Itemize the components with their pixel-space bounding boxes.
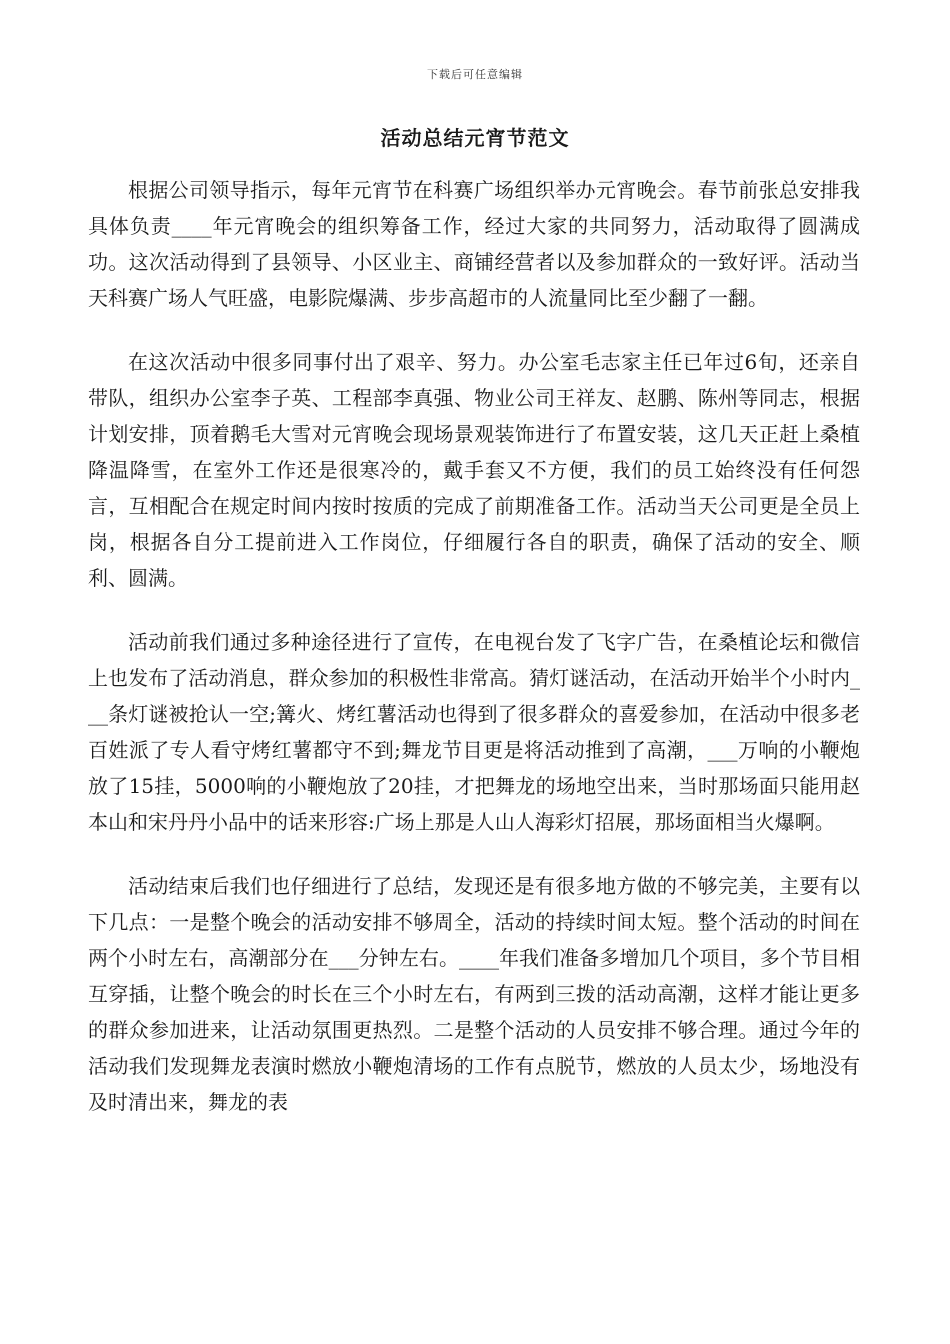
paragraph-4: 活动结束后我们也仔细进行了总结，发现还是有很多地方做的不够完美，主要有以下几点：一是整个晚会的活动安排不够周全，活动的持续时间太短。整个活动的时间在两个小时左右，高潮部分在___分钟左右。____年我们准备多增加几个项目，多个节目相互穿插，让整个晚会的时长在三个小时左右，有两到三拨的活动高潮，这样才能让更多的群众参加进来，让活动氛围更热烈。二是整个活动的人员安排不够合理。通过今年的活动我们发现舞龙表演时燃放小鞭炮清场的工作有点脱节，燃放的人员太少，场地没有及时清出来，舞龙的表	[88, 874, 860, 1114]
document-title: 活动总结元宵节范文	[380, 126, 570, 150]
header-note: 下载后可任意编辑	[427, 68, 523, 81]
paragraph-2: 在这次活动中很多同事付出了艰辛、努力。办公室毛志家主任已年过6旬，还亲自带队，组织办公室李子英、工程部李真强、物业公司王祥友、赵鹏、陈州等同志，根据计划安排，顶着鹅毛大雪对元宵晚会现场景观装饰进行了布置安装，这几天正赶上桑植降温降雪，在室外工作还是很寒冷的，戴手套又不方便，我们的员工始终没有任何怨言，互相配合在规定时间内按时按质的完成了前期准备工作。活动当天公司更是全员上岗，根据各自分工提前进入工作岗位，仔细履行各自的职责，确保了活动的安全、顺利、圆满。	[88, 350, 860, 590]
document-body	[88, 172, 860, 1148]
paragraph-3: 活动前我们通过多种途径进行了宣传，在电视台发了飞字广告，在桑植论坛和微信上也发布了活动消息，群众参加的积极性非常高。猜灯谜活动，在活动开始半个小时内___条灯谜被抢认一空;篝火、烤红薯活动也得到了很多群众的喜爱参加，在活动中很多老百姓派了专人看守烤红薯都守不到;舞龙节目更是将活动推到了高潮，___万响的小鞭炮放了15挂，5000响的小鞭炮放了20挂，才把舞龙的场地空出来，当时那场面只能用赵本山和宋丹丹小品中的话来形容:广场上那是人山人海彩灯招展，那场面相当火爆啊。	[88, 630, 860, 834]
paragraph-1: 根据公司领导指示，每年元宵节在科赛广场组织举办元宵晚会。春节前张总安排我具体负责____年元宵晚会的组织筹备工作，经过大家的共同努力，活动取得了圆满成功。这次活动得到了县领导、小区业主、商铺经营者以及参加群众的一致好评。活动当天科赛广场人气旺盛，电影院爆满、步步高超市的人流量同比至少翻了一翻。	[88, 178, 860, 310]
